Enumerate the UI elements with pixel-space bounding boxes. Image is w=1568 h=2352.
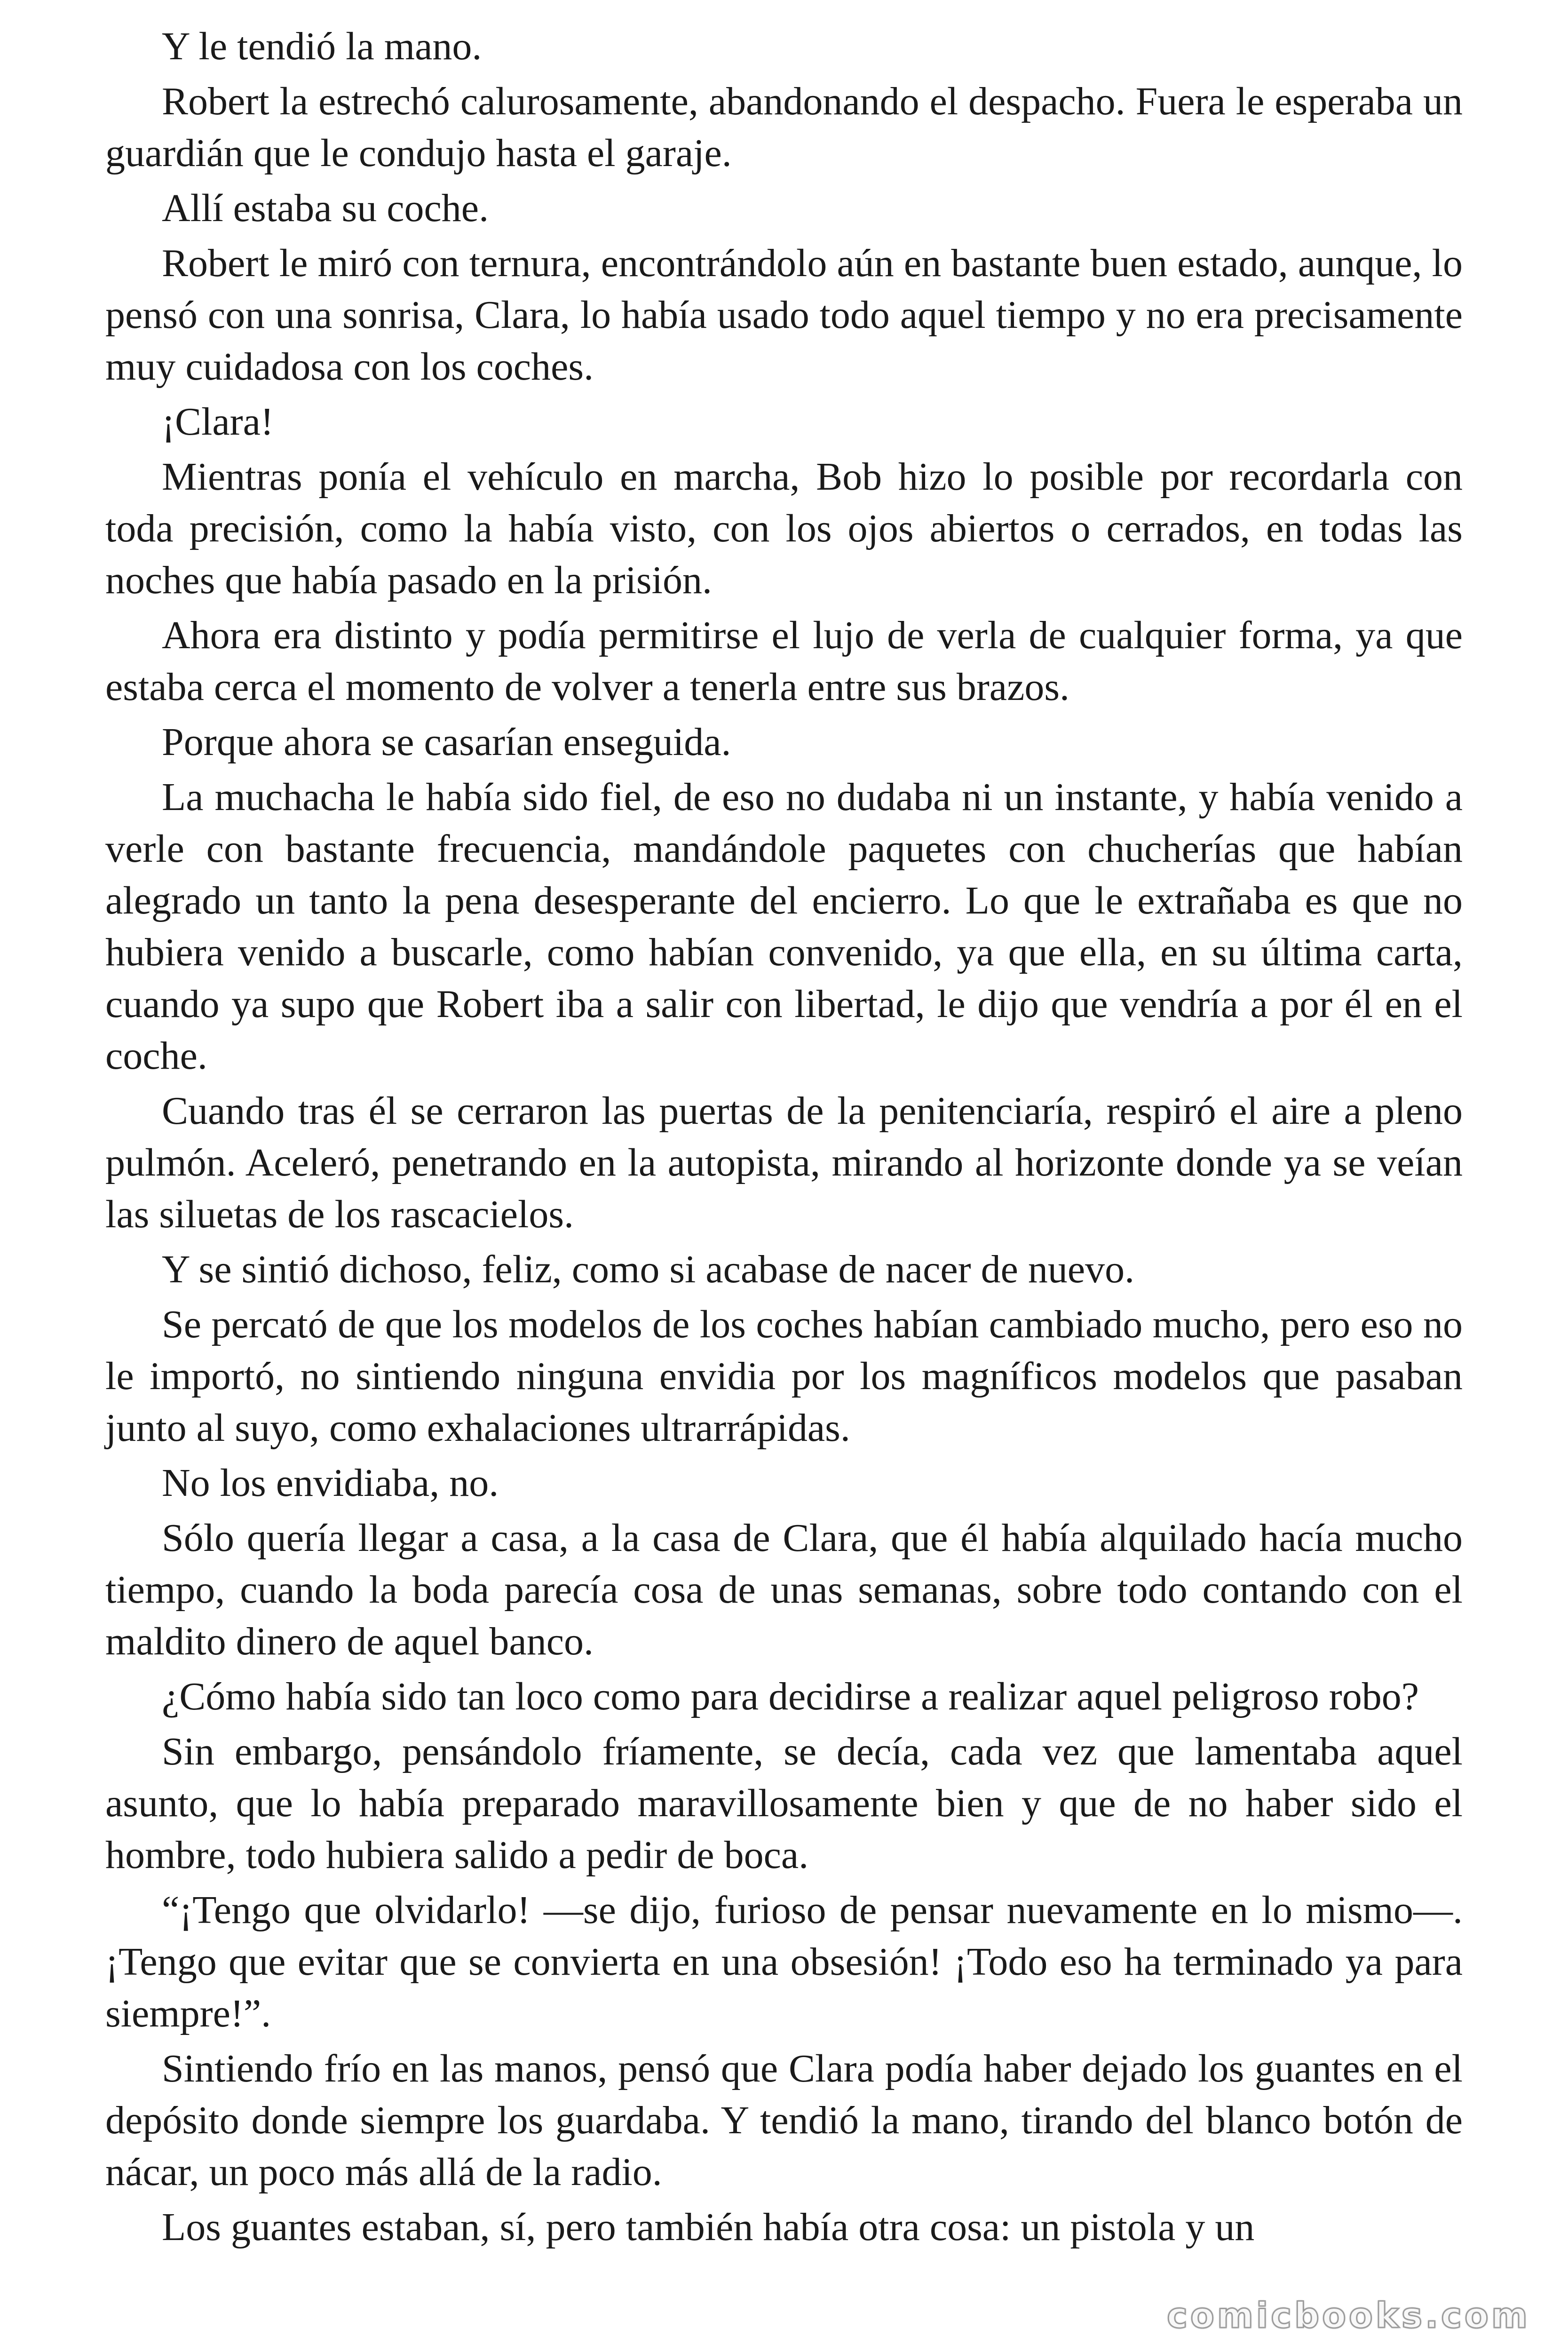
paragraph-6: Mientras ponía el vehículo en marcha, Bob hizo lo posible por recordarla con toda precisión, como la había visto, con los ojos abiertos o cerrados, en todas las noches que había pasado en la prisión.	[105, 455, 1463, 602]
paragraph-1: Y le tendió la mano.	[162, 24, 482, 68]
document-page	[105, 21, 1463, 2257]
paragraph-7: Ahora era distinto y podía permitirse el lujo de verla de cualquier forma, ya que estaba cerca el momento de volver a tenerla entre sus brazos.	[105, 613, 1463, 709]
paragraph-5: ¡Clara!	[162, 400, 274, 444]
paragraph-3: Allí estaba su coche.	[162, 186, 489, 230]
paragraph-15: ¿Cómo había sido tan loco como para decidirse a realizar aquel peligroso robo?	[162, 1675, 1419, 1718]
paragraph-16: Sin embargo, pensándolo fríamente, se decía, cada vez que lamentaba aquel asunto, que lo había preparado maravillosamente bien y que de no haber sido el hombre, todo hubiera salido a pedir de boca.	[105, 1730, 1463, 1877]
paragraph-17: “¡Tengo que olvidarlo! —se dijo, furioso de pensar nuevamente en lo mismo—. ¡Tengo que evitar que se convierta en una obsesión! ¡Todo eso ha terminado ya para siempre!”.	[105, 1888, 1463, 2035]
paragraph-14: Sólo quería llegar a casa, a la casa de Clara, que él había alquilado hacía mucho tiempo, cuando la boda parecía cosa de unas semanas, sobre todo contando con el maldito dinero de aquel banco.	[105, 1516, 1463, 1663]
paragraph-10: Cuando tras él se cerraron las puertas de la penitenciaría, respiró el aire a pleno pulmón. Aceleró, penetrando en la autopista, mirando al horizonte donde ya se veían las siluetas de los rascacielos.	[105, 1089, 1463, 1236]
paragraph-4: Robert le miró con ternura, encontrándolo aún en bastante buen estado, aunque, lo pensó con una sonrisa, Clara, lo había usado todo aquel tiempo y no era precisamente muy cuidadosa con los coches.	[105, 241, 1463, 389]
paragraph-13: No los envidiaba, no.	[162, 1461, 499, 1505]
paragraph-19: Los guantes estaban, sí, pero también había otra cosa: un pistola y un	[162, 2205, 1255, 2249]
watermark: comicbooks.com	[1167, 2296, 1530, 2336]
paragraph-18: Sintiendo frío en las manos, pensó que Clara podía haber dejado los guantes en el depósito donde siempre los guardaba. Y tendió la mano, tirando del blanco botón de nácar, un poco más allá de la radio.	[105, 2047, 1463, 2194]
paragraph-2: Robert la estrechó calurosamente, abandonando el despacho. Fuera le esperaba un guardián que le condujo hasta el garaje.	[105, 79, 1463, 175]
paragraph-8: Porque ahora se casarían enseguida.	[162, 720, 731, 764]
paragraph-12: Se percató de que los modelos de los coches habían cambiado mucho, pero eso no le importó, no sintiendo ninguna envidia por los magníficos modelos que pasaban junto al suyo, como exhalaciones ultrarrápidas.	[105, 1303, 1463, 1450]
paragraph-11: Y se sintió dichoso, feliz, como si acabase de nacer de nuevo.	[162, 1248, 1135, 1291]
paragraph-9: La muchacha le había sido fiel, de eso no dudaba ni un instante, y había venido a verle con bastante frecuencia, mandándole paquetes con chucherías que habían alegrado un tanto la pena desesperante del encierro. Lo que le extrañaba es que no hubiera venido a buscarle, como habían convenido, ya que ella, en su última carta, cuando ya supo que Robert iba a salir con libertad, le dijo que vendría a por él en el coche.	[105, 775, 1463, 1078]
